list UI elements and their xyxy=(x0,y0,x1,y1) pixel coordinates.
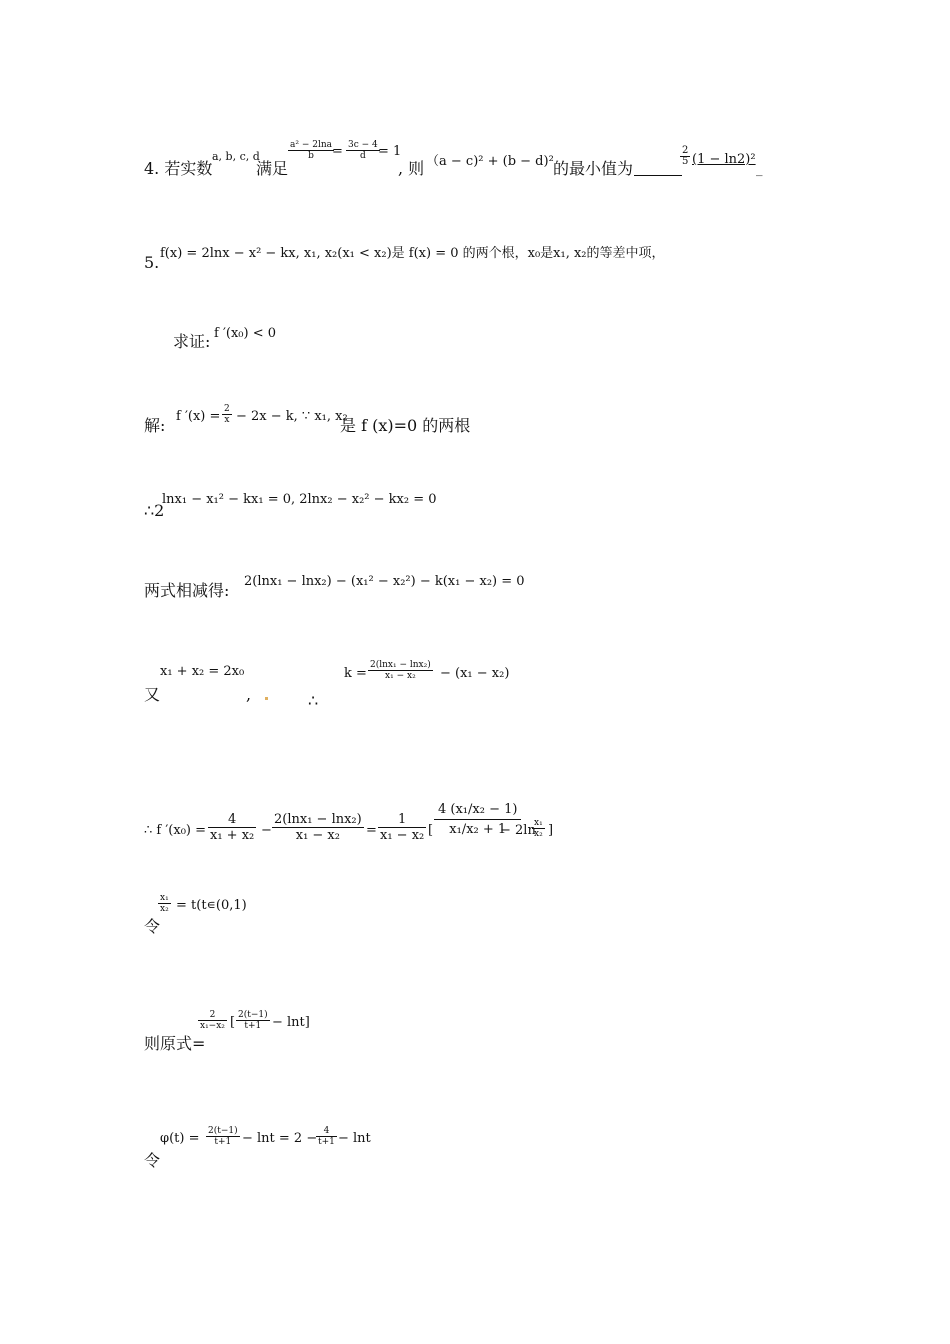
deriv-fraction xyxy=(222,404,232,425)
k-lhs: k = xyxy=(344,666,367,681)
phi-den2: t+1 xyxy=(318,1137,335,1147)
k-den: x₁ − x₂ xyxy=(385,671,416,681)
q4-vars: a, b, c, d xyxy=(212,150,260,163)
q4-eq1: = xyxy=(332,144,343,159)
orig-num: 2 xyxy=(198,1010,227,1021)
q4-min-text: 的最小值为 xyxy=(553,159,634,178)
let-rest: = t(t∊(0,1) xyxy=(176,898,247,913)
fx0-f1n: 4 xyxy=(208,812,256,828)
stray-mark xyxy=(265,697,268,700)
q4-eq2: = 1 xyxy=(378,144,402,159)
q4-then: , 则 xyxy=(398,159,425,178)
let-fraction xyxy=(158,893,171,914)
q5-number: 5. xyxy=(144,253,160,272)
q4-prefix: 4. 若实数 xyxy=(144,159,213,178)
fx0-eq: = xyxy=(366,823,377,838)
orig-rest: − lnt] xyxy=(272,1015,310,1030)
q4-ans-num: 2 xyxy=(682,145,689,156)
k-num: 2(lnx₁ − lnx₂) xyxy=(370,660,431,670)
orig-label: 则原式= xyxy=(144,1034,206,1053)
deriv-lhs: f ′(x) = xyxy=(176,409,221,424)
deriv-fn: 2 xyxy=(224,404,230,414)
therefore-symbol: ∴2 xyxy=(144,501,165,520)
q4-expr: （a − c)² + (b − d)² xyxy=(426,154,554,169)
orig-fraction xyxy=(198,1010,227,1031)
phi-lhs: φ(t) = xyxy=(160,1131,200,1146)
q4-f2-num: 3c − 4 xyxy=(348,140,378,150)
q4-satisfy: 满足 xyxy=(256,159,289,178)
let-label: 令 xyxy=(144,917,161,936)
phi-rest: − lnt xyxy=(338,1131,371,1146)
phi-num: 2(t−1) xyxy=(208,1126,238,1136)
q4-fraction-1 xyxy=(288,140,334,161)
fx0-tail: − 2ln xyxy=(500,823,536,838)
orig-bracket: [ xyxy=(230,1015,236,1030)
fx0-ln-den: x₂ xyxy=(534,829,543,839)
fx0-fraction-3 xyxy=(378,812,426,843)
q5-statement: f(x) = 2lnx − x² − kx, x₁, x₂(x₁ < x₂)是 f(x) = 0 的两个根，x₀是x₁, x₂的等差中项， xyxy=(160,246,665,261)
q4-ans-den: 5 xyxy=(682,156,689,167)
q4-answer-tail: (1 − ln2)² xyxy=(692,152,756,167)
orig-inner-den: t+1 xyxy=(244,1021,262,1031)
phi-fraction-1 xyxy=(206,1126,240,1147)
fx0-bracket-open: [ xyxy=(428,823,434,838)
fx0-big-num: 4 (x₁/x₂ − 1) xyxy=(434,800,521,820)
q5-prove-expr: f ′(x₀) < 0 xyxy=(214,326,277,341)
q5-prove-label: 求证: xyxy=(173,332,211,351)
therefore-2: ∴ xyxy=(308,691,319,710)
two-equations: lnx₁ − x₁² − kx₁ = 0, 2lnx₂ − x₂² − kx₂ = 0 xyxy=(162,492,437,507)
fx0-bracket-close: ] xyxy=(548,823,554,838)
roots-text: 是 f (x)=0 的两根 xyxy=(340,416,471,435)
q4-answer-fraction xyxy=(680,146,690,167)
fx0-fraction-2 xyxy=(272,812,364,843)
k-rest: − (x₁ − x₂) xyxy=(440,666,510,681)
fx0-f3n: 1 xyxy=(378,812,426,828)
let2-label: 令 xyxy=(144,1151,161,1170)
let-den: x₂ xyxy=(160,904,169,914)
let-num: x₁ xyxy=(160,893,169,903)
q4-f1-den: b xyxy=(308,151,314,161)
phi-num2: 4 xyxy=(316,1126,337,1137)
sum-expr: x₁ + x₂ = 2x₀ xyxy=(160,664,245,679)
phi-fraction-2 xyxy=(316,1126,337,1147)
fx0-f2d: x₁ − x₂ xyxy=(295,828,340,843)
q4-fraction-2 xyxy=(346,140,380,161)
phi-mid: − lnt = 2 − xyxy=(242,1131,318,1146)
q4-answer-underscore: _ xyxy=(756,162,763,177)
also-comma: , xyxy=(246,685,252,704)
fx0-ln-num: x₁ xyxy=(534,818,543,828)
also-label: 又 xyxy=(144,685,161,704)
orig-inner-fraction xyxy=(236,1010,270,1031)
fx0-fraction-1 xyxy=(208,812,256,843)
fx0-f1d: x₁ + x₂ xyxy=(210,828,255,843)
fx0-f2n: 2(lnx₁ − lnx₂) xyxy=(274,812,362,827)
orig-inner-num: 2(t−1) xyxy=(238,1010,268,1020)
q4-f2-den: d xyxy=(360,151,366,161)
deriv-rest: − 2x − k, ∵ x₁, x₂ xyxy=(236,409,348,424)
fx0-f3d: x₁ − x₂ xyxy=(380,828,425,843)
fx0-lhs: ∴ f ′(x₀) = xyxy=(144,823,207,838)
subtract-label: 两式相减得: xyxy=(144,581,230,600)
solution-label: 解: xyxy=(144,416,166,435)
q4-f1-num: a² − 2lna xyxy=(290,140,333,150)
fx0-ln-fraction xyxy=(532,818,545,839)
deriv-fd: x xyxy=(224,415,230,425)
orig-den: x₁−x₂ xyxy=(200,1021,225,1031)
k-fraction xyxy=(368,660,433,681)
fx0-big-den: x₁/x₂ + 1 xyxy=(449,822,507,837)
phi-den: t+1 xyxy=(214,1137,232,1147)
fx0-minus: − xyxy=(261,823,272,838)
subtract-expr: 2(lnx₁ − lnx₂) − (x₁² − x₂²) − k(x₁ − x₂) = 0 xyxy=(244,574,525,589)
q4-answer-blank xyxy=(634,174,682,176)
